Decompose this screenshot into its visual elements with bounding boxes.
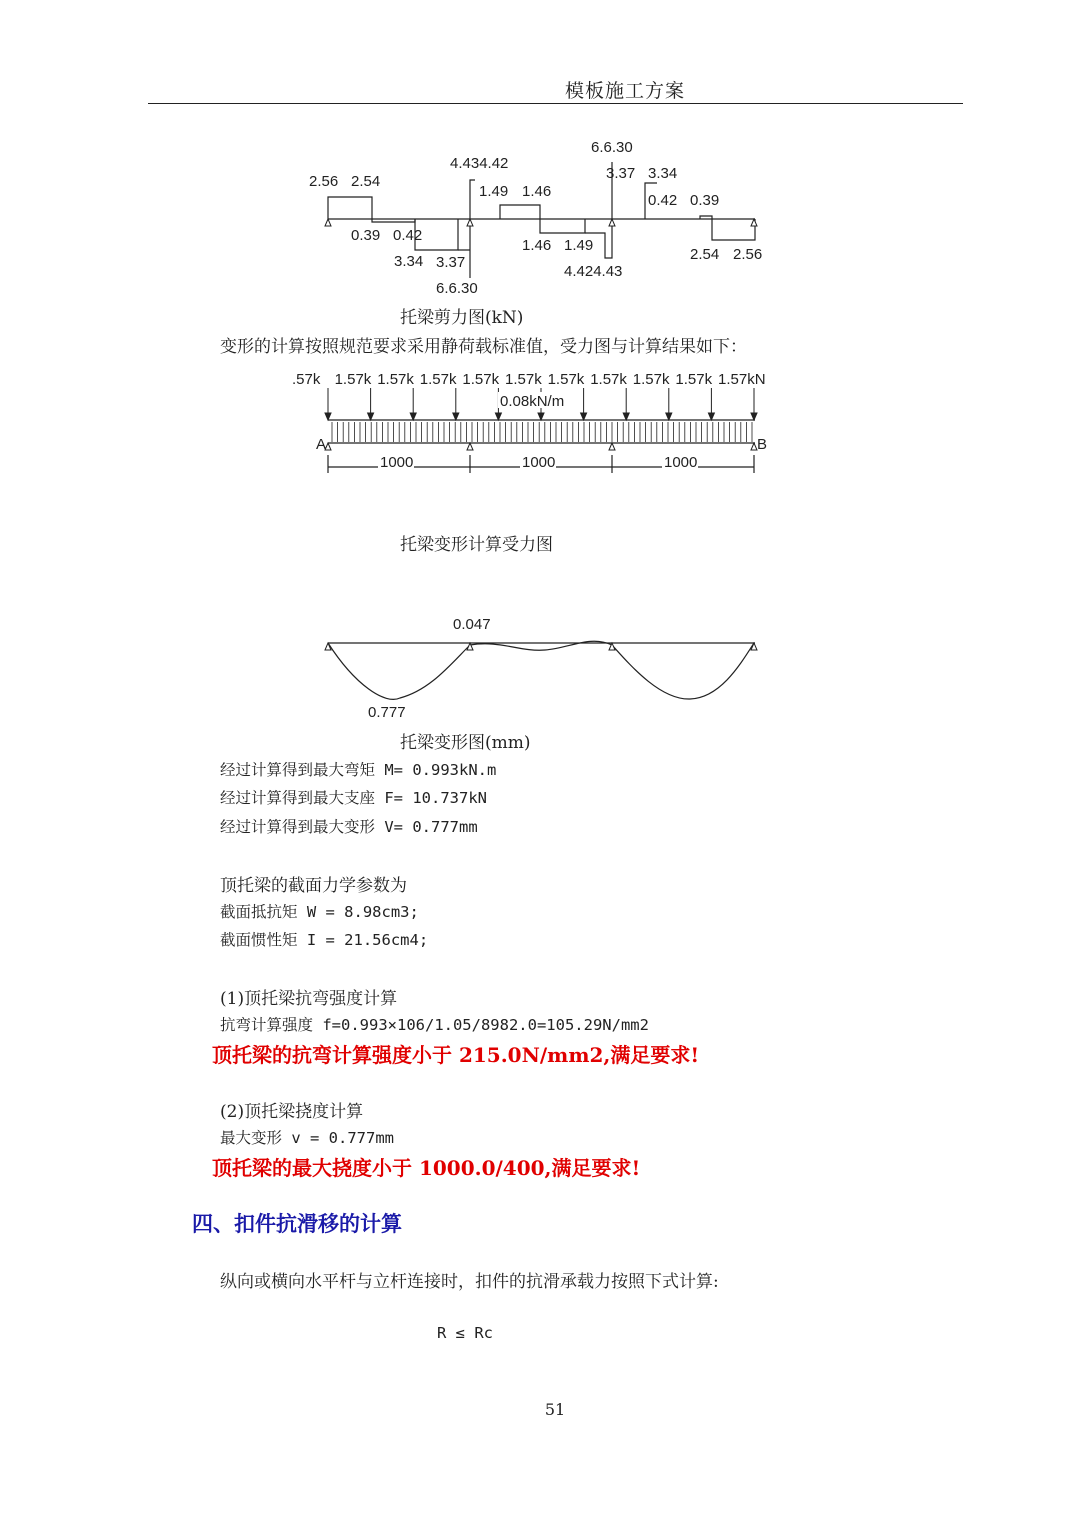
shear-block xyxy=(328,197,372,219)
page-number: 51 xyxy=(544,1400,566,1419)
point-load-arrowhead xyxy=(751,413,757,420)
bending-check-title: (1)顶托梁抗弯强度计算 xyxy=(220,989,398,1009)
deflection-check-title: (2)顶托梁挠度计算 xyxy=(220,1102,364,1122)
span-label: 1000 xyxy=(522,454,556,471)
shear-label: 0.42 xyxy=(648,192,678,209)
end-label-b: B xyxy=(757,436,768,453)
shear-label: 1.46 xyxy=(522,237,552,254)
shear-label: 0.39 xyxy=(351,227,381,244)
shear-label: 1.46 xyxy=(522,183,552,200)
support-triangle xyxy=(467,443,473,450)
deflection-diagram-caption: 托梁变形图(mm) xyxy=(400,733,531,753)
deflection-curve-span1 xyxy=(328,643,470,699)
shear-label: 3.37 xyxy=(436,254,466,271)
bending-check-conclusion: 顶托梁的抗弯计算强度小于 215.0N/mm2,满足要求! xyxy=(212,1043,700,1067)
point-load-arrowhead xyxy=(538,413,544,420)
support-triangle xyxy=(467,219,473,226)
shear-force-diagram xyxy=(0,0,1080,300)
result-deflection: 经过计算得到最大变形 V= 0.777mm xyxy=(220,818,478,836)
point-load-arrowhead xyxy=(453,413,459,420)
point-load-label: .57k xyxy=(292,371,321,388)
span-label: 1000 xyxy=(380,454,414,471)
shear-label: 2.56 xyxy=(733,246,763,263)
deflection-check-value: 最大变形 v = 0.777mm xyxy=(220,1129,394,1147)
shear-label: 4.434.42 xyxy=(450,155,509,172)
point-load-arrowhead xyxy=(410,413,416,420)
shear-diagram-caption: 托梁剪力图(kN) xyxy=(400,308,524,328)
section4-heading: 四、扣件抗滑移的计算 xyxy=(192,1211,402,1236)
point-load-label: 1.57k xyxy=(419,371,457,388)
shear-label: 1.49 xyxy=(479,183,509,200)
shear-block xyxy=(712,219,755,240)
deflection-curve-span3 xyxy=(612,643,754,699)
intro-text: 变形的计算按照规范要求采用静荷载标准值，受力图与计算结果如下： xyxy=(220,337,747,357)
point-load-arrowhead xyxy=(581,413,587,420)
page-header-title: 模板施工方案 xyxy=(564,80,685,102)
point-load-label: 1.57k xyxy=(505,371,542,388)
moment-of-inertia: 截面惯性矩 I = 21.56cm4; xyxy=(220,931,429,949)
shear-label: 2.56 xyxy=(309,173,339,190)
shear-block xyxy=(500,205,540,219)
bending-check-formula: 抗弯计算强度 f=0.993×106/1.05/8982.0=105.29N/mm2 xyxy=(220,1016,649,1034)
result-support: 经过计算得到最大支座 F= 10.737kN xyxy=(220,789,487,807)
deflection-check-conclusion: 顶托梁的最大挠度小于 1000.0/400,满足要求! xyxy=(212,1156,641,1180)
section4-text: 纵向或横向水平杆与立杆连接时，扣件的抗滑承载力按照下式计算: xyxy=(220,1272,719,1292)
shear-label: 3.34 xyxy=(394,253,424,270)
point-load-label: 1.57k xyxy=(334,371,372,388)
support-triangle xyxy=(609,443,615,450)
max-up-label: 0.047 xyxy=(453,616,491,633)
point-load-arrowhead xyxy=(325,413,331,420)
shear-label: 2.54 xyxy=(690,246,720,263)
support-triangle xyxy=(609,219,615,226)
span-label: 1000 xyxy=(664,454,698,471)
shear-label: 2.54 xyxy=(351,173,381,190)
point-load-label: 1.57k xyxy=(675,371,713,388)
point-load-label: 1.57k xyxy=(377,371,414,388)
shear-label: 3.34 xyxy=(648,165,678,182)
support-triangle xyxy=(751,219,757,226)
point-load-label: 1.57k xyxy=(462,371,500,388)
section-modulus: 截面抵抗矩 W = 8.98cm3; xyxy=(220,903,419,921)
result-moment: 经过计算得到最大弯矩 M= 0.993kN.m xyxy=(220,761,497,779)
shear-label: 3.37 xyxy=(606,165,636,182)
point-load-arrowhead xyxy=(623,413,629,420)
end-label-a: A xyxy=(316,436,327,453)
section-props-heading: 顶托梁的截面力学参数为 xyxy=(220,876,407,896)
point-load-arrowhead xyxy=(495,413,501,420)
section4-formula: R ≤ Rc xyxy=(437,1324,493,1342)
shear-block xyxy=(540,219,585,233)
max-down-label: 0.777 xyxy=(368,704,406,721)
support-triangle xyxy=(325,219,331,226)
point-load-arrowhead xyxy=(368,413,374,420)
distributed-load-label: 0.08kN/m xyxy=(500,393,565,410)
shear-label: 6.6.30 xyxy=(591,139,633,156)
point-load-label: 1.57k xyxy=(547,371,585,388)
point-load-label: 1.57kN xyxy=(718,371,766,388)
load-diagram xyxy=(0,360,1080,480)
shear-label: 1.49 xyxy=(564,237,594,254)
shear-label: 0.39 xyxy=(690,192,720,209)
load-diagram-caption: 托梁变形计算受力图 xyxy=(400,535,553,555)
shear-label: 0.42 xyxy=(393,227,423,244)
point-load-arrowhead xyxy=(666,413,672,420)
deflection-diagram xyxy=(0,600,1080,730)
point-load-label: 1.57k xyxy=(590,371,627,388)
shear-label: 4.424.43 xyxy=(564,263,623,280)
shear-label: 6.6.30 xyxy=(436,280,478,297)
point-load-label: 1.57k xyxy=(632,371,670,388)
point-load-arrowhead xyxy=(708,413,714,420)
